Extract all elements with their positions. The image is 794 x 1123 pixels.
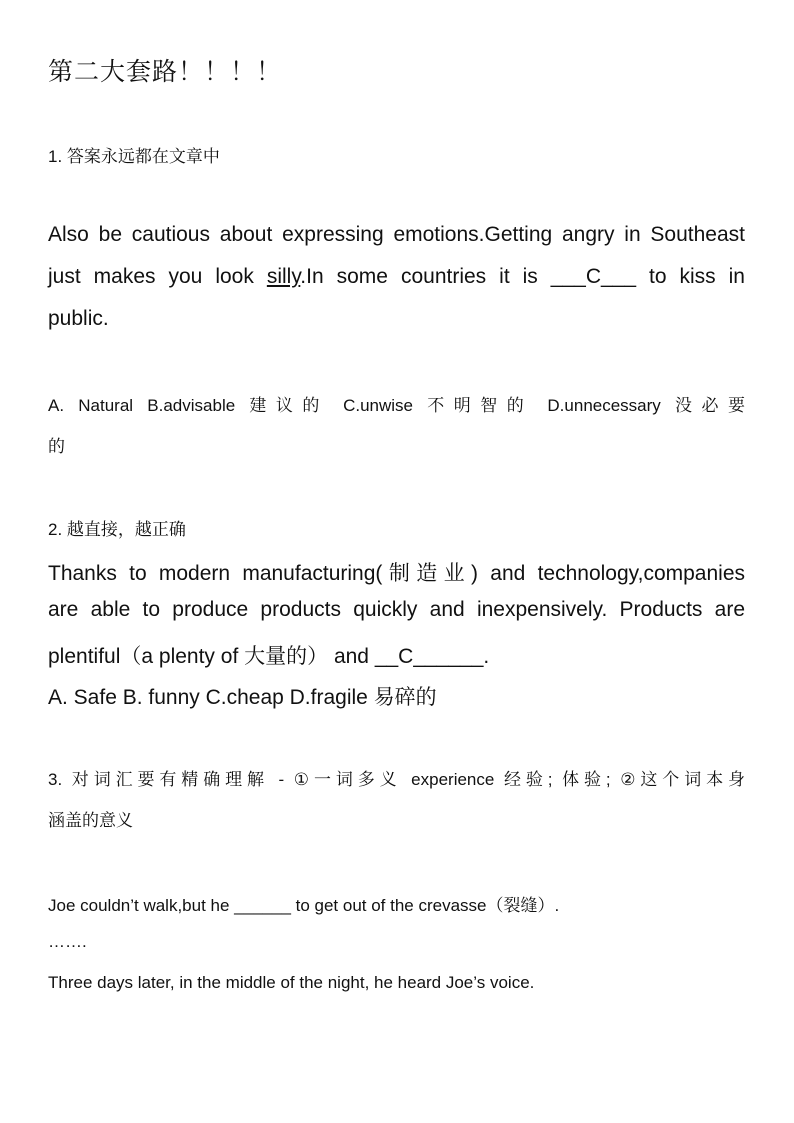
section1-paragraph-line2	[48, 265, 745, 289]
page-title: 第二大套路！！！！	[48, 57, 283, 86]
section3-sentence2: Three days later, in the middle of the night, he heard Joe’s voice.	[48, 973, 535, 992]
section3-sentence1: Joe couldn’t walk,but he ______ to get out of the crevasse（裂缝）.	[48, 896, 560, 915]
section2-paragraph-line1: Thanks to modern manufacturing(制造业) and technology,companies	[48, 562, 745, 585]
underlined-word-silly: silly	[266, 265, 301, 288]
section1-line2-text-b: .In some countries it is ___C___ to kiss in	[300, 265, 745, 288]
section1-paragraph-line1: Also be cautious about expressing emotions.Getting angry in Southeast	[48, 223, 745, 246]
section2-heading: 2. 越直接，越正确	[48, 520, 186, 539]
section1-heading: 1. 答案永远都在文章中	[48, 147, 220, 166]
section1-options-line2: 的	[48, 437, 65, 456]
section1-paragraph-line3: public.	[48, 307, 109, 330]
section1-options-line1: A. Natural B.advisable 建议的 C.unwise 不明智的 D.unnecessary 没必要	[48, 396, 745, 415]
section1-line2-text-a: just makes you look	[48, 265, 267, 288]
section3-heading-line1: 3. 对词汇要有精确理解 - ①一词多义 experience 经验; 体验; ②这个词本身	[48, 770, 745, 789]
section3-ellipsis: …….	[48, 932, 87, 951]
section2-options: A. Safe B. funny C.cheap D.fragile 易碎的	[48, 686, 437, 709]
section2-paragraph-line2: are able to produce products quickly and inexpensively. Products are	[48, 598, 745, 621]
section2-paragraph-line3: plentiful（a plenty of 大量的） and __C______.	[48, 645, 490, 668]
section3-heading-line2: 涵盖的意义	[48, 811, 133, 830]
